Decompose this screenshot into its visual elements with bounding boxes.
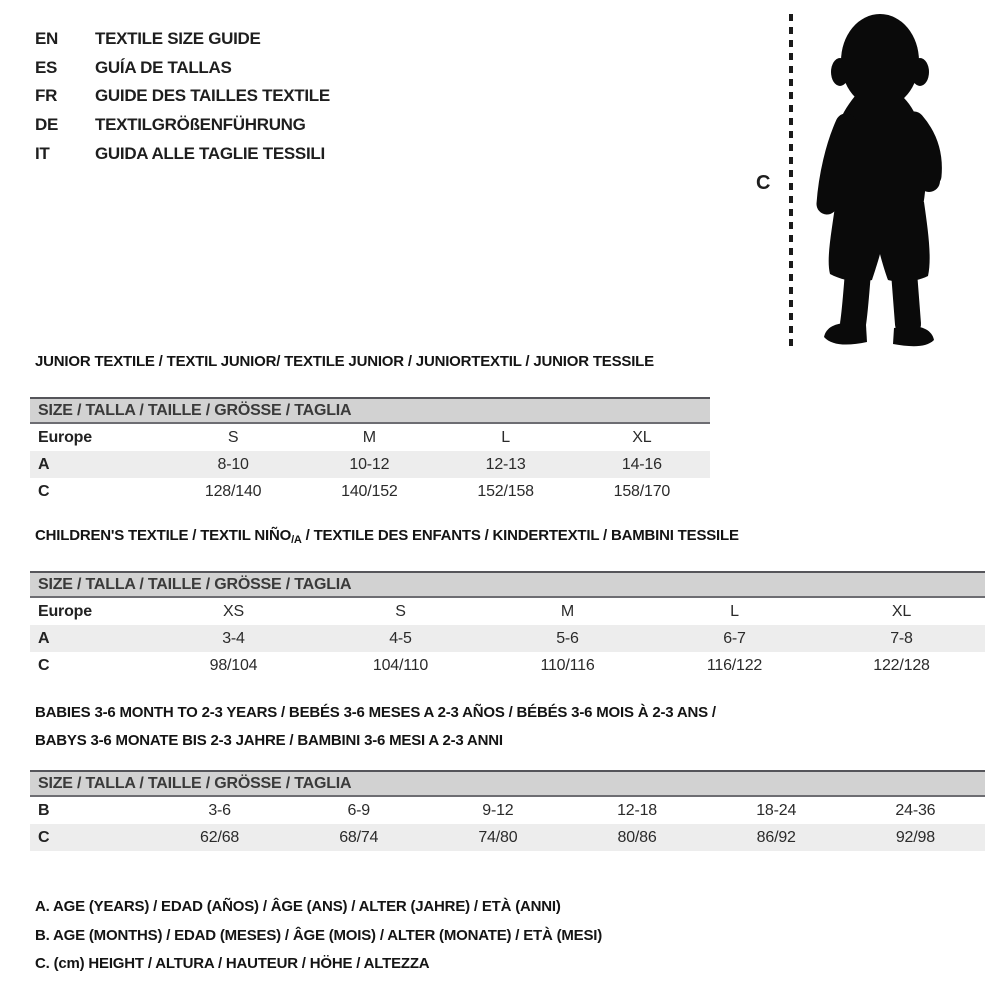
size-cell: S <box>227 428 239 446</box>
value-cell: 6-7 <box>723 629 746 647</box>
children-title-subscript: /A <box>291 534 302 546</box>
height-measure-label: C <box>756 172 771 194</box>
value-cell: 74/80 <box>478 828 518 846</box>
children-title-text: / TEXTILE DES ENFANTS / KINDERTEXTIL / BAMBINI TESSILE <box>301 527 739 544</box>
babies-title-line2: BABYS 3-6 MONATE BIS 2-3 JAHRE / BAMBINI 3-6 MESI A 2-3 ANNI <box>35 732 503 749</box>
size-header-text: SIZE / TALLA / TAILLE / GRÖSSE / TAGLIA <box>38 575 352 593</box>
lang-row-it <box>35 139 330 168</box>
value-cell: 18-24 <box>756 801 797 819</box>
size-header-text: SIZE / TALLA / TAILLE / GRÖSSE / TAGLIA <box>38 401 352 419</box>
value-cell: 80/86 <box>617 828 657 846</box>
size-cell: L <box>730 602 739 620</box>
value-cell: 158/170 <box>613 482 671 500</box>
table-row <box>30 598 985 625</box>
legend-notes <box>35 893 602 979</box>
value-cell: 7-8 <box>890 629 913 647</box>
value-cell: 10-12 <box>349 455 390 473</box>
size-header-band <box>30 397 710 424</box>
note-b: B. AGE (MONTHS) / EDAD (MESES) / ÂGE (MOIS) / ALTER (MONATE) / ETÀ (MESI) <box>35 926 603 944</box>
value-cell: 4-5 <box>389 629 412 647</box>
value-cell: 128/140 <box>204 482 262 500</box>
row-label: C <box>38 656 50 674</box>
babies-title-line1: BABIES 3-6 MONTH TO 2-3 YEARS / BEBÉS 3-6 MESES A 2-3 AÑOS / BÉBÉS 3-6 MOIS À 2-3 ANS / <box>35 704 716 721</box>
size-header-text: SIZE / TALLA / TAILLE / GRÖSSE / TAGLIA <box>38 774 352 792</box>
value-cell: 68/74 <box>339 828 379 846</box>
row-label: C <box>38 828 50 846</box>
value-cell: 3-4 <box>222 629 245 647</box>
note-a: A. AGE (YEARS) / EDAD (AÑOS) / ÂGE (ANS) / ALTER (JAHRE) / ETÀ (ANNI) <box>35 898 561 915</box>
lang-row-fr <box>35 82 330 111</box>
value-cell: 98/104 <box>209 656 258 674</box>
size-cell: XL <box>632 428 652 446</box>
baby-silhouette-image <box>800 6 958 349</box>
size-cell: XS <box>223 602 244 620</box>
size-cell: M <box>560 602 575 620</box>
junior-table-title: JUNIOR TEXTILE / TEXTIL JUNIOR/ TEXTILE JUNIOR / JUNIORTEXTIL / JUNIOR TESSILE <box>35 353 654 370</box>
lang-code: FR <box>35 86 58 106</box>
value-cell: 104/110 <box>372 656 429 674</box>
children-table-title <box>35 522 739 554</box>
value-cell: 62/68 <box>200 828 240 846</box>
value-cell: 6-9 <box>347 801 370 819</box>
size-cell: L <box>501 428 510 446</box>
size-header-band <box>30 571 985 598</box>
value-cell: 3-6 <box>208 801 231 819</box>
size-header-band <box>30 770 985 797</box>
value-cell: 110/116 <box>540 656 595 674</box>
row-label: A <box>38 629 50 647</box>
table-row <box>30 424 710 451</box>
row-label: Europe <box>38 602 92 620</box>
height-reference-dashed-line <box>789 14 793 346</box>
lang-row-en <box>35 25 330 54</box>
value-cell: 8-10 <box>217 455 249 473</box>
row-label: C <box>38 482 50 500</box>
table-row <box>30 625 985 652</box>
note-c: C. (cm) HEIGHT / ALTURA / HAUTEUR / HÖHE / ALTEZZA <box>35 955 430 973</box>
size-cell: M <box>362 428 376 446</box>
value-cell: 12-18 <box>617 801 658 819</box>
row-label: B <box>38 801 50 819</box>
size-cell: XL <box>891 602 912 620</box>
table-row <box>30 797 985 824</box>
children-size-table <box>30 571 985 679</box>
lang-row-de <box>35 111 330 140</box>
value-cell: 140/152 <box>341 482 398 500</box>
value-cell: 116/122 <box>706 656 763 674</box>
value-cell: 152/158 <box>477 482 534 500</box>
lang-code: DE <box>35 115 59 135</box>
lang-title: TEXTILE SIZE GUIDE <box>95 29 261 49</box>
value-cell: 5-6 <box>556 629 579 647</box>
lang-code: ES <box>35 57 58 77</box>
size-cell: S <box>395 602 406 620</box>
children-title-text: CHILDREN'S TEXTILE / TEXTIL NIÑO <box>35 527 292 544</box>
value-cell: 14-16 <box>621 455 662 473</box>
lang-title: GUIDA ALLE TAGLIE TESSILI <box>95 143 325 163</box>
babies-size-table <box>30 770 985 851</box>
lang-code: EN <box>35 29 59 49</box>
lang-row-es <box>35 54 330 83</box>
language-title-list <box>35 25 330 168</box>
value-cell: 86/92 <box>756 828 796 846</box>
value-cell: 9-12 <box>482 801 514 819</box>
value-cell: 122/128 <box>873 656 930 674</box>
table-row <box>30 451 710 478</box>
lang-title: TEXTILGRÖßENFÜHRUNG <box>95 115 306 135</box>
table-row <box>30 478 710 505</box>
row-label: Europe <box>38 428 92 446</box>
row-label: A <box>38 455 50 473</box>
table-row <box>30 824 985 851</box>
babies-table-title <box>35 699 716 755</box>
lang-title: GUIDE DES TAILLES TEXTILE <box>95 86 330 106</box>
lang-code: IT <box>35 143 50 163</box>
value-cell: 12-13 <box>485 455 526 473</box>
junior-size-table <box>30 397 710 505</box>
table-row <box>30 652 985 679</box>
value-cell: 92/98 <box>895 828 935 846</box>
lang-title: GUÍA DE TALLAS <box>95 57 232 77</box>
value-cell: 24-36 <box>895 801 936 819</box>
